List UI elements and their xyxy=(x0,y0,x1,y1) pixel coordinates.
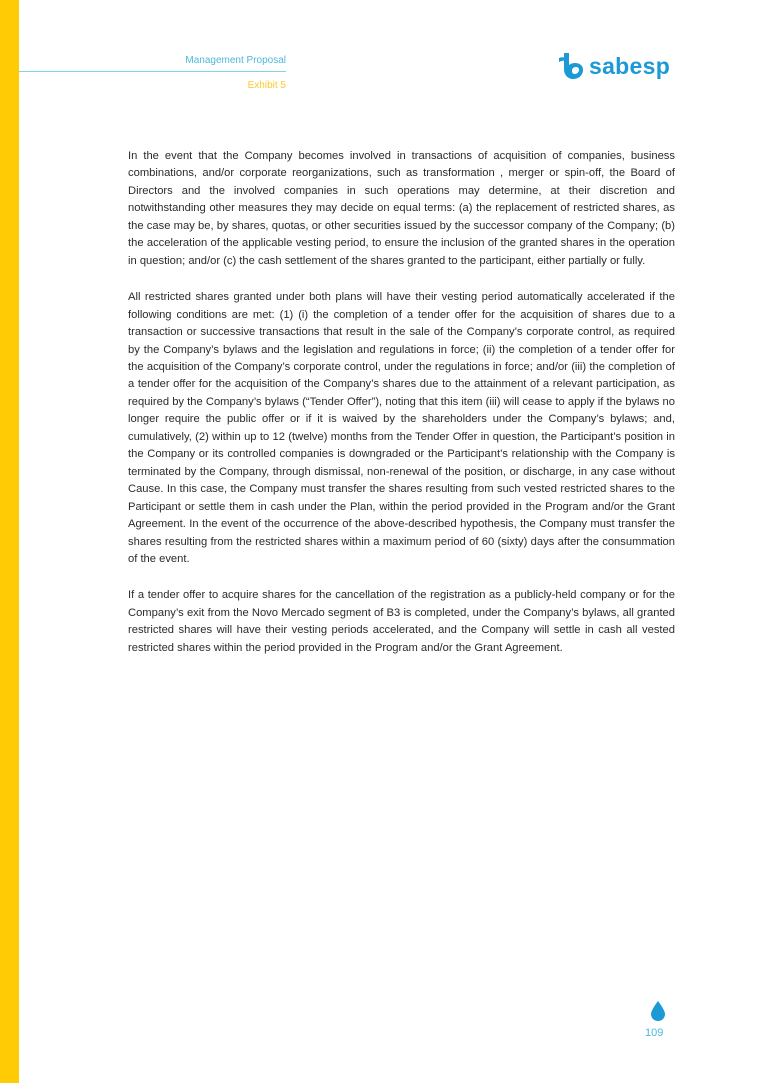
page-number: 109 xyxy=(645,1027,664,1039)
sabesp-logo-icon xyxy=(558,52,584,80)
side-accent-bar xyxy=(0,0,19,1083)
water-drop-icon xyxy=(651,1001,665,1021)
sabesp-logo xyxy=(558,51,678,81)
header-subtitle: Exhibit 5 xyxy=(247,80,286,91)
paragraph-1: In the event that the Company becomes involved in transactions of acquisition of companies, business combinations, and/or corporate reorganizations, such as transformation , merger or spin-off, the Board of Directors and the involved companies in such operations may determine, at their discretion and notwithstanding other measures they may decide on equal terms: (a) the replacement of restricted shares, as the case may be, by shares, quotas, or other securities issued by the successor company of the Company; (b) the acceleration of the applicable vesting period, to ensure the inclusion of the granted shares in the operation in question; and/or (c) the cash settlement of the shares granted to the participant, either partially or fully. xyxy=(128,150,675,267)
logo-text: sabesp xyxy=(589,52,671,79)
document-body xyxy=(128,148,675,676)
header-title: Management Proposal xyxy=(185,55,286,66)
paragraph-2: All restricted shares granted under both plans will have their vesting period automatically accelerated if the following conditions are met: (1) (i) the completion of a tender offer for the acquisition of shares due to a transaction or successive transactions that result in the sale of the Company’s corporate control, as required by the Company’s bylaws and the legislation and regulations in force; (ii) the completion of a tender offer for the acquisition of the Company’s corporate control, under the regulations in force; and/or (iii) the completion of a tender offer for the acquisition of the Company’s shares due to the attainment of a relevant participation, as required by the Company’s bylaws (“Tender Offer”), noting that this item (iii) will cease to apply if the bylaws no longer require the public offer or if it is waived by the shareholders under the Company’s bylaws; and, cumulatively, (2) within up to 12 (twelve) months from the Tender Offer in question, the Participant’s position in the Company or its controlled companies is downgraded or the Participant’s relationship with the Company is terminated by the Company, through dismissal, non-renewal of the position, or discharge, in any case without Cause. In this case, the Company must transfer the shares resulting from such vested restricted shares to the Participant or settle them in cash under the Plan, within the period provided in the Program and/or the Grant Agreement. In the event of the occurrence of the above-described hypothesis, the Company must transfer the shares resulting from the restricted shares within a maximum period of 60 (sixty) days after the consummation of the event. xyxy=(128,291,675,565)
paragraph-3: If a tender offer to acquire shares for the cancellation of the registration as a publicly-held company or for the Company’s exit from the Novo Mercado segment of B3 is completed, under the Company’s bylaws, all granted restricted shares will have their vesting periods accelerated, and the Company will settle in cash all vested restricted shares within the period provided in the Program and/or the Grant Agreement. xyxy=(128,589,675,654)
header-divider xyxy=(19,71,286,72)
